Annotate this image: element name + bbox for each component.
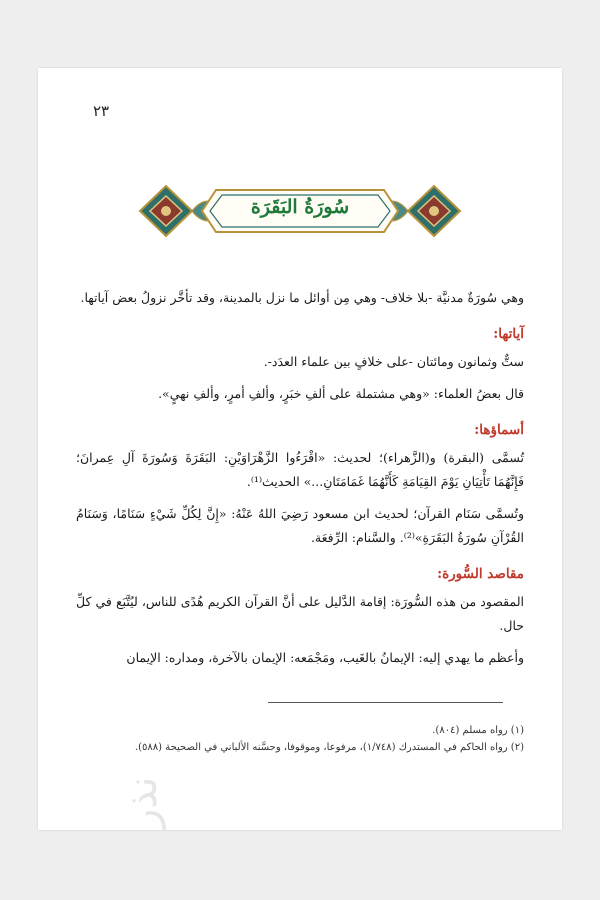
surah-title: سُورَةُ البَقَرَة: [250, 196, 350, 218]
watermark-logo: نذر: [120, 776, 166, 828]
paragraph: ستٌّ وثمانون ومائتان -على خلافٍ بين علماء العدَد-.: [263, 354, 524, 369]
section-heading-names: أسماؤها:: [474, 422, 524, 438]
paragraph: المقصود من هذه السُّورَة: إقامة الدَّليل على أنَّ القرآن الكريم هُدًى للناس، ليُتَّبَع في كلِّ حال.: [76, 594, 524, 633]
paragraph: وتُسمَّى سَنَام القرآن؛ لحديث ابن مسعود رَضِيَ اللهُ عَنْهُ: «إِنَّ لِكُلِّ شَيْءٍ سَنَامًا، وَسَنَامُ القُرْآنِ سُورَةُ البَقَرَةِ»⁽²⁾. والسَّنام: الرِّفعَة.: [76, 506, 524, 545]
paragraph: وأعظم ما يهدي إليه: الإيمانُ بالغَيب، ومَجْمَعه: الإيمان بالآخرة، ومداره: الإيمان: [126, 650, 524, 665]
paragraph: تُسمَّى (البقرة) و(الزَّهراء)؛ لحديث: «اقْرَءُوا الزَّهْرَاوَيْنِ: البَقَرَةَ وَسُورَةَ آلِ عِمرانَ؛ فَإِنَّهُمَا تَأْتِيَانِ يَوْمَ القِيَامَةِ كَأَنَّهُمَا غَمَامَتَانِ...» الحديث⁽¹⁾.: [76, 450, 524, 489]
footnotes: [76, 722, 524, 756]
intro-paragraph: وهي سُورَةٌ مدنيَّة -بلا خلاف- وهي مِن أوائل ما نزل بالمدينة، وقد تأخَّر نزولُ بعض آياتها.: [80, 290, 524, 305]
surah-title-frame: [136, 180, 464, 242]
book-page: [38, 68, 562, 830]
page-body: [76, 286, 524, 678]
footnote-divider: [268, 702, 503, 703]
footnote: (١) رواه مسلم (٨٠٤).: [432, 725, 524, 736]
page-number: ٢٣: [93, 102, 110, 120]
paragraph: قال بعضُ العلماء: «وهي مشتملة على ألفِ خبَرٍ، وألفِ أمرٍ، وألفِ نهيٍ».: [158, 386, 524, 401]
section-heading-verses: آياتها:: [493, 326, 524, 342]
footnote: (٢) رواه الحاكم في المستدرك (١/٧٤٨)، مرفوعا، وموقوفا، وحسَّنه الألباني في الصحيحة (٥٨٨).: [134, 742, 524, 753]
section-heading-objectives: مقاصد السُّورة:: [437, 566, 524, 582]
